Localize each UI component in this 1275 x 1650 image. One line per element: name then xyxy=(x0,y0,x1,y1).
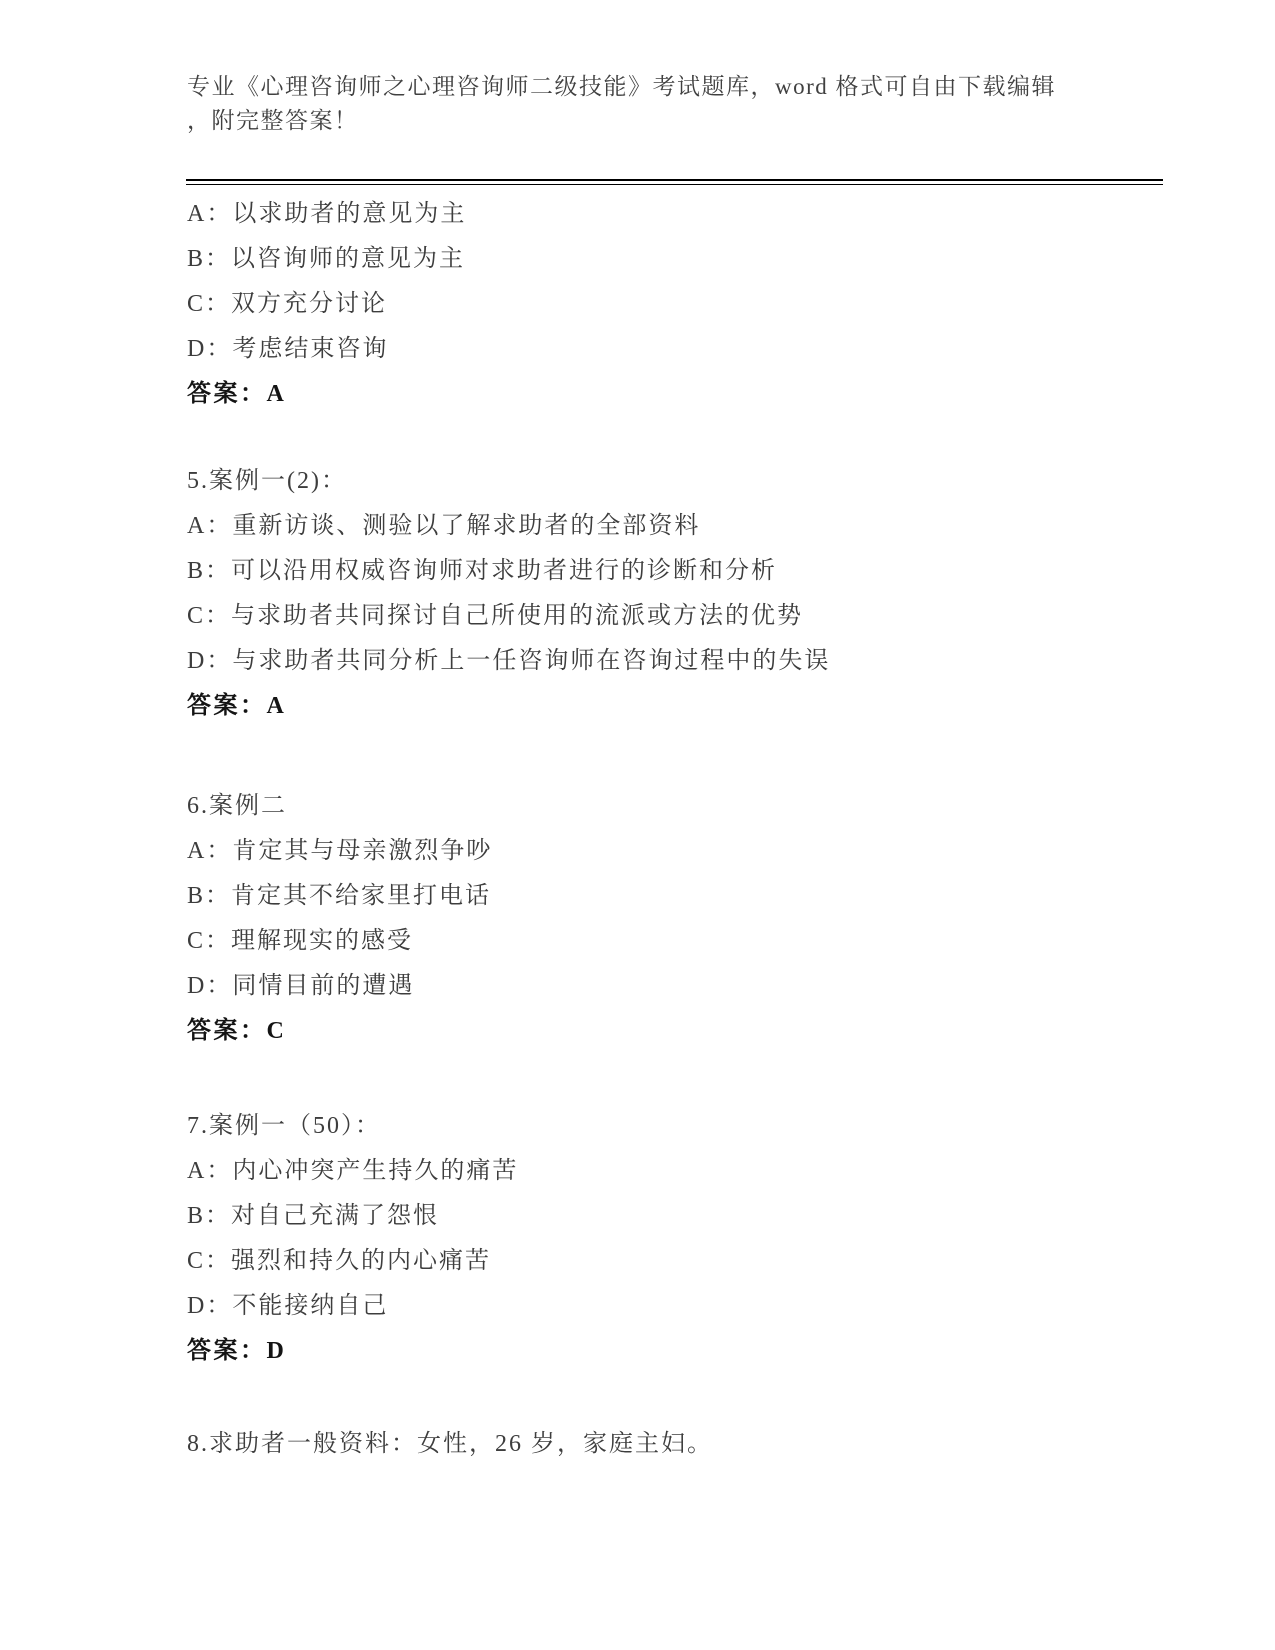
answer-option: D：同情目前的遭遇 xyxy=(187,973,415,999)
answer-option: A：肯定其与母亲激烈争吵 xyxy=(187,838,493,864)
answer-option: D：考虑结束咨询 xyxy=(187,336,389,362)
question-title: 8.求助者一般资料：女性，26 岁，家庭主妇。 xyxy=(187,1431,713,1457)
page-header xyxy=(187,70,1167,138)
header-line-2: ，附完整答案！ xyxy=(187,108,359,133)
answer-option: A：以求助者的意见为主 xyxy=(187,201,467,227)
answer-option: B：对自己充满了怨恨 xyxy=(187,1203,440,1229)
answer-option: B：肯定其不给家里打电话 xyxy=(187,883,492,909)
answer-option: C：与求助者共同探讨自己所使用的流派或方法的优势 xyxy=(187,603,804,629)
answer-option: A：内心冲突产生持久的痛苦 xyxy=(187,1158,519,1184)
document-body xyxy=(187,192,1182,1467)
question-title: 5.案例一(2)： xyxy=(187,468,347,494)
question-block xyxy=(187,192,1182,417)
header-divider-rule xyxy=(186,179,1163,185)
answer-option: B：可以沿用权威咨询师对求助者进行的诊断和分析 xyxy=(187,558,778,584)
answer-option: B：以咨询师的意见为主 xyxy=(187,246,466,272)
answer-key: 答案：A xyxy=(187,693,287,719)
answer-key: 答案：A xyxy=(187,381,287,407)
question-title: 7.案例一（50）： xyxy=(187,1113,381,1139)
answer-key: 答案：D xyxy=(187,1338,287,1364)
answer-option: A：重新访谈、测验以了解求助者的全部资料 xyxy=(187,513,701,539)
answer-key: 答案：C xyxy=(187,1018,287,1044)
answer-option: C：强烈和持久的内心痛苦 xyxy=(187,1248,492,1274)
question-block xyxy=(187,1422,1182,1467)
answer-option: D：与求助者共同分析上一任咨询师在咨询过程中的失误 xyxy=(187,648,831,674)
question-block xyxy=(187,784,1182,1054)
question-block xyxy=(187,459,1182,729)
question-title: 6.案例二 xyxy=(187,793,287,819)
answer-option: C：双方充分讨论 xyxy=(187,291,388,317)
answer-option: D：不能接纳自己 xyxy=(187,1293,389,1319)
question-block xyxy=(187,1104,1182,1374)
answer-option: C：理解现实的感受 xyxy=(187,928,414,954)
header-line-1: 专业《心理咨询师之心理咨询师二级技能》考试题库，word 格式可自由下载编辑 xyxy=(187,74,1057,99)
